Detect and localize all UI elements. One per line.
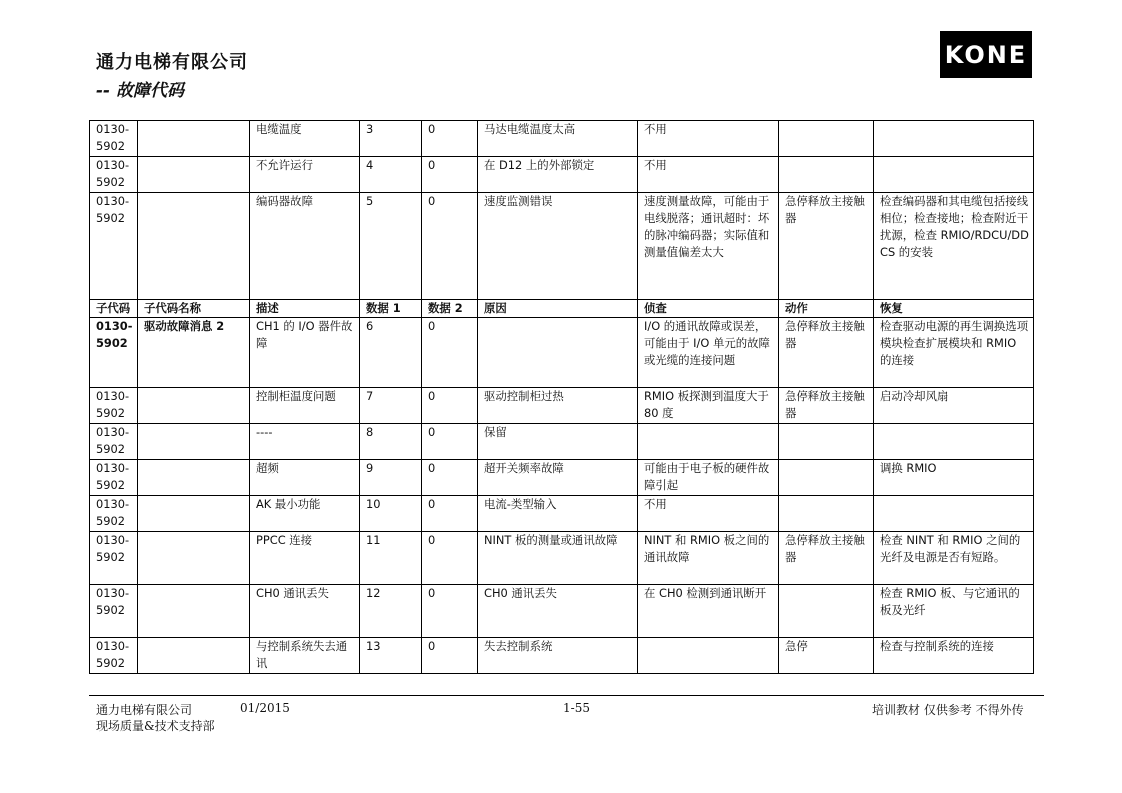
data-2-cell: 0: [422, 496, 478, 532]
recovery-cell: 启动冷却风扇: [874, 388, 1034, 424]
table-body-top: [90, 121, 1034, 300]
footer-divider: [89, 695, 1044, 696]
data-1-cell: 10: [360, 496, 422, 532]
column-header-data-2: 数据 2: [422, 300, 478, 318]
table-row: [90, 532, 1034, 585]
data-2-cell: 0: [422, 388, 478, 424]
recovery-cell: [874, 496, 1034, 532]
cause-cell: 保留: [478, 424, 638, 460]
data-1-cell: 3: [360, 121, 422, 157]
recovery-cell: 检查与控制系统的连接: [874, 638, 1034, 674]
action-cell: [779, 157, 874, 193]
data-1-cell: 8: [360, 424, 422, 460]
data-2-cell: 0: [422, 585, 478, 638]
description-cell: 电缆温度: [250, 121, 360, 157]
footer-company: 通力电梯有限公司: [96, 703, 193, 717]
detection-cell: [638, 424, 779, 460]
subcode-cell: 0130-5902: [90, 460, 138, 496]
detection-cell: NINT 和 RMIO 板之间的通讯故障: [638, 532, 779, 585]
table-row: [90, 193, 1034, 300]
description-cell: CH1 的 I/O 器件故障: [250, 318, 360, 388]
column-header-subcode: 子代码: [90, 300, 138, 318]
data-1-cell: 9: [360, 460, 422, 496]
description-cell: ----: [250, 424, 360, 460]
data-2-cell: 0: [422, 157, 478, 193]
description-cell: CH0 通讯丢失: [250, 585, 360, 638]
subcode-name-cell: [138, 388, 250, 424]
action-cell: [779, 121, 874, 157]
cause-cell: CH0 通讯丢失: [478, 585, 638, 638]
table-row: [90, 424, 1034, 460]
data-1-cell: 13: [360, 638, 422, 674]
table-row: [90, 638, 1034, 674]
action-cell: [779, 424, 874, 460]
action-cell: 急停: [779, 638, 874, 674]
action-cell: 急停释放主接触器: [779, 193, 874, 300]
description-cell: 控制柜温度问题: [250, 388, 360, 424]
action-cell: 急停释放主接触器: [779, 532, 874, 585]
table-row: [90, 157, 1034, 193]
recovery-cell: 调换 RMIO: [874, 460, 1034, 496]
table-row: [90, 585, 1034, 638]
action-cell: [779, 496, 874, 532]
description-cell: 与控制系统失去通讯: [250, 638, 360, 674]
table-row: [90, 388, 1034, 424]
subcode-cell: 0130-5902: [90, 121, 138, 157]
action-cell: 急停释放主接触器: [779, 318, 874, 388]
table-row: [90, 121, 1034, 157]
recovery-cell: 检查驱动电源的再生调换选项模块检查扩展模块和 RMIO 的连接: [874, 318, 1034, 388]
data-1-cell: 4: [360, 157, 422, 193]
data-2-cell: 0: [422, 121, 478, 157]
description-cell: 超频: [250, 460, 360, 496]
cause-cell: [478, 318, 638, 388]
subcode-name-cell: [138, 121, 250, 157]
subcode-cell: 0130-5902: [90, 318, 138, 388]
table-row: [90, 318, 1034, 388]
data-2-cell: 0: [422, 460, 478, 496]
action-cell: [779, 585, 874, 638]
table-row: [90, 460, 1034, 496]
detection-cell: 在 CH0 检测到通讯断开: [638, 585, 779, 638]
cause-cell: 速度监测错误: [478, 193, 638, 300]
data-1-cell: 7: [360, 388, 422, 424]
recovery-cell: 检查 RMIO 板、与它通讯的板及光纤: [874, 585, 1034, 638]
document-subtitle: -- 故障代码: [96, 81, 185, 101]
detection-cell: RMIO 板探测到温度大于 80 度: [638, 388, 779, 424]
footer-notice: 培训教材 仅供参考 不得外传: [872, 703, 1024, 717]
column-header-subcode-name: 子代码名称: [138, 300, 250, 318]
detection-cell: 不用: [638, 157, 779, 193]
subcode-name-cell: [138, 193, 250, 300]
fault-code-table: [89, 120, 1034, 674]
description-cell: AK 最小功能: [250, 496, 360, 532]
data-1-cell: 11: [360, 532, 422, 585]
subcode-cell: 0130-5902: [90, 193, 138, 300]
subcode-cell: 0130-5902: [90, 638, 138, 674]
subcode-cell: 0130-5902: [90, 496, 138, 532]
recovery-cell: [874, 121, 1034, 157]
table-header-row: [90, 300, 1034, 318]
action-cell: 急停释放主接触器: [779, 388, 874, 424]
data-2-cell: 0: [422, 318, 478, 388]
company-title: 通力电梯有限公司: [96, 52, 248, 73]
description-cell: 不允许运行: [250, 157, 360, 193]
cause-cell: 马达电缆温度太高: [478, 121, 638, 157]
cause-cell: 在 D12 上的外部锁定: [478, 157, 638, 193]
subcode-name-cell: [138, 638, 250, 674]
cause-cell: 驱动控制柜过热: [478, 388, 638, 424]
description-cell: 编码器故障: [250, 193, 360, 300]
subcode-cell: 0130-5902: [90, 585, 138, 638]
footer-date: 01/2015: [240, 701, 290, 715]
data-1-cell: 5: [360, 193, 422, 300]
action-cell: [779, 460, 874, 496]
detection-cell: 速度测量故障，可能由于电线脱落；通讯超时：坏的脉冲编码器；实际值和测量值偏差太大: [638, 193, 779, 300]
detection-cell: 不用: [638, 496, 779, 532]
footer-department: 现场质量&技术支持部: [96, 719, 215, 733]
subcode-name-cell: [138, 496, 250, 532]
subcode-cell: 0130-5902: [90, 388, 138, 424]
kone-logo: KONE: [940, 31, 1032, 78]
detection-cell: [638, 638, 779, 674]
column-header-description: 描述: [250, 300, 360, 318]
subcode-name-cell: [138, 585, 250, 638]
subcode-name-cell: [138, 424, 250, 460]
data-2-cell: 0: [422, 424, 478, 460]
table-row: [90, 496, 1034, 532]
table-body-bottom: [90, 318, 1034, 674]
recovery-cell: 检查编码器和其电缆包括接线相位；检查接地；检查附近干扰源，检查 RMIO/RDCU/DDCS 的安装: [874, 193, 1034, 300]
column-header-action: 动作: [779, 300, 874, 318]
cause-cell: NINT 板的测量或通讯故障: [478, 532, 638, 585]
subcode-cell: 0130-5902: [90, 157, 138, 193]
detection-cell: 不用: [638, 121, 779, 157]
data-2-cell: 0: [422, 532, 478, 585]
column-header-data-1: 数据 1: [360, 300, 422, 318]
column-header-recovery: 恢复: [874, 300, 1034, 318]
recovery-cell: 检查 NINT 和 RMIO 之间的光纤及电源是否有短路。: [874, 532, 1034, 585]
cause-cell: 失去控制系统: [478, 638, 638, 674]
subcode-cell: 0130-5902: [90, 424, 138, 460]
subcode-name-cell: 驱动故障消息 2: [138, 318, 250, 388]
detection-cell: I/O 的通讯故障或误差，可能由于 I/O 单元的故障或光缆的连接问题: [638, 318, 779, 388]
detection-cell: 可能由于电子板的硬件故障引起: [638, 460, 779, 496]
data-2-cell: 0: [422, 193, 478, 300]
subcode-name-cell: [138, 532, 250, 585]
data-1-cell: 6: [360, 318, 422, 388]
recovery-cell: [874, 157, 1034, 193]
column-header-cause: 原因: [478, 300, 638, 318]
subcode-name-cell: [138, 157, 250, 193]
data-1-cell: 12: [360, 585, 422, 638]
footer-page-number: 1-55: [563, 701, 590, 715]
cause-cell: 电流-类型输入: [478, 496, 638, 532]
cause-cell: 超开关频率故障: [478, 460, 638, 496]
recovery-cell: [874, 424, 1034, 460]
subcode-name-cell: [138, 460, 250, 496]
table-header: [90, 300, 1034, 318]
description-cell: PPCC 连接: [250, 532, 360, 585]
column-header-detection: 侦查: [638, 300, 779, 318]
data-2-cell: 0: [422, 638, 478, 674]
subcode-cell: 0130-5902: [90, 532, 138, 585]
